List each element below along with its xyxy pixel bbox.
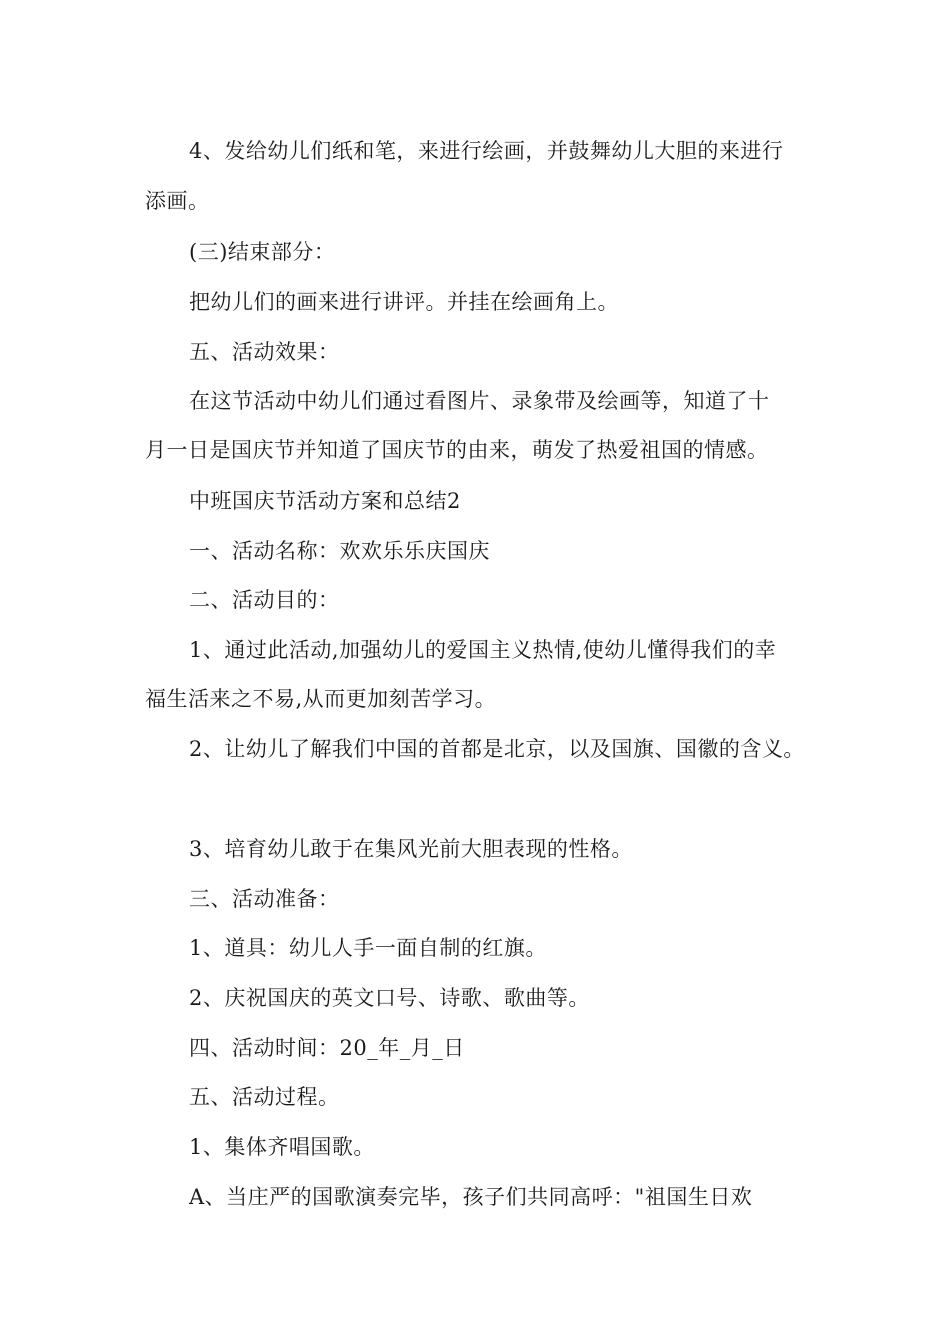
- section-heading: 一、活动名称：欢欢乐乐庆国庆: [189, 539, 490, 563]
- paragraph-line: 1、通过此活动,加强幼儿的爱国主义热情,使幼儿懂得我们的幸: [189, 638, 777, 662]
- section-heading: 五、活动过程。: [189, 1085, 340, 1109]
- paragraph-line: 福生活来之不易,从而更加刻苦学习。: [145, 687, 497, 711]
- document-subtitle: 中班国庆节活动方案和总结2: [189, 489, 461, 513]
- paragraph-line: 3、培育幼儿敢于在集风光前大胆表现的性格。: [189, 837, 633, 861]
- section-heading: 五、活动效果：: [189, 340, 340, 364]
- paragraph-line: 添画。: [145, 189, 210, 213]
- paragraph-line: 4、发给幼儿们纸和笔，来进行绘画，并鼓舞幼儿大胆的来进行: [189, 139, 784, 163]
- section-heading: 四、活动时间：20_年_月_日: [189, 1036, 465, 1060]
- paragraph-line: 月一日是国庆节并知道了国庆节的由来，萌发了热爱祖国的情感。: [145, 438, 769, 462]
- paragraph-line: 2、让幼儿了解我们中国的首都是北京，以及国旗、国徽的含义。: [189, 737, 805, 761]
- section-heading: 三、活动准备：: [189, 887, 340, 911]
- paragraph-line: 1、道具：幼儿人手一面自制的红旗。: [189, 936, 547, 960]
- section-heading: (三)结束部分：: [189, 240, 336, 264]
- paragraph-line: 把幼儿们的画来进行讲评。并挂在绘画角上。: [189, 290, 619, 314]
- paragraph-line: A、当庄严的国歌演奏完毕，孩子们共同高呼："祖国生日欢: [189, 1185, 753, 1209]
- paragraph-line: 在这节活动中幼儿们通过看图片、录象带及绘画等，知道了十: [189, 389, 770, 413]
- paragraph-line: 1、集体齐唱国歌。: [189, 1135, 375, 1159]
- paragraph-line: 2、庆祝国庆的英文口号、诗歌、歌曲等。: [189, 986, 590, 1010]
- section-heading: 二、活动目的：: [189, 588, 340, 612]
